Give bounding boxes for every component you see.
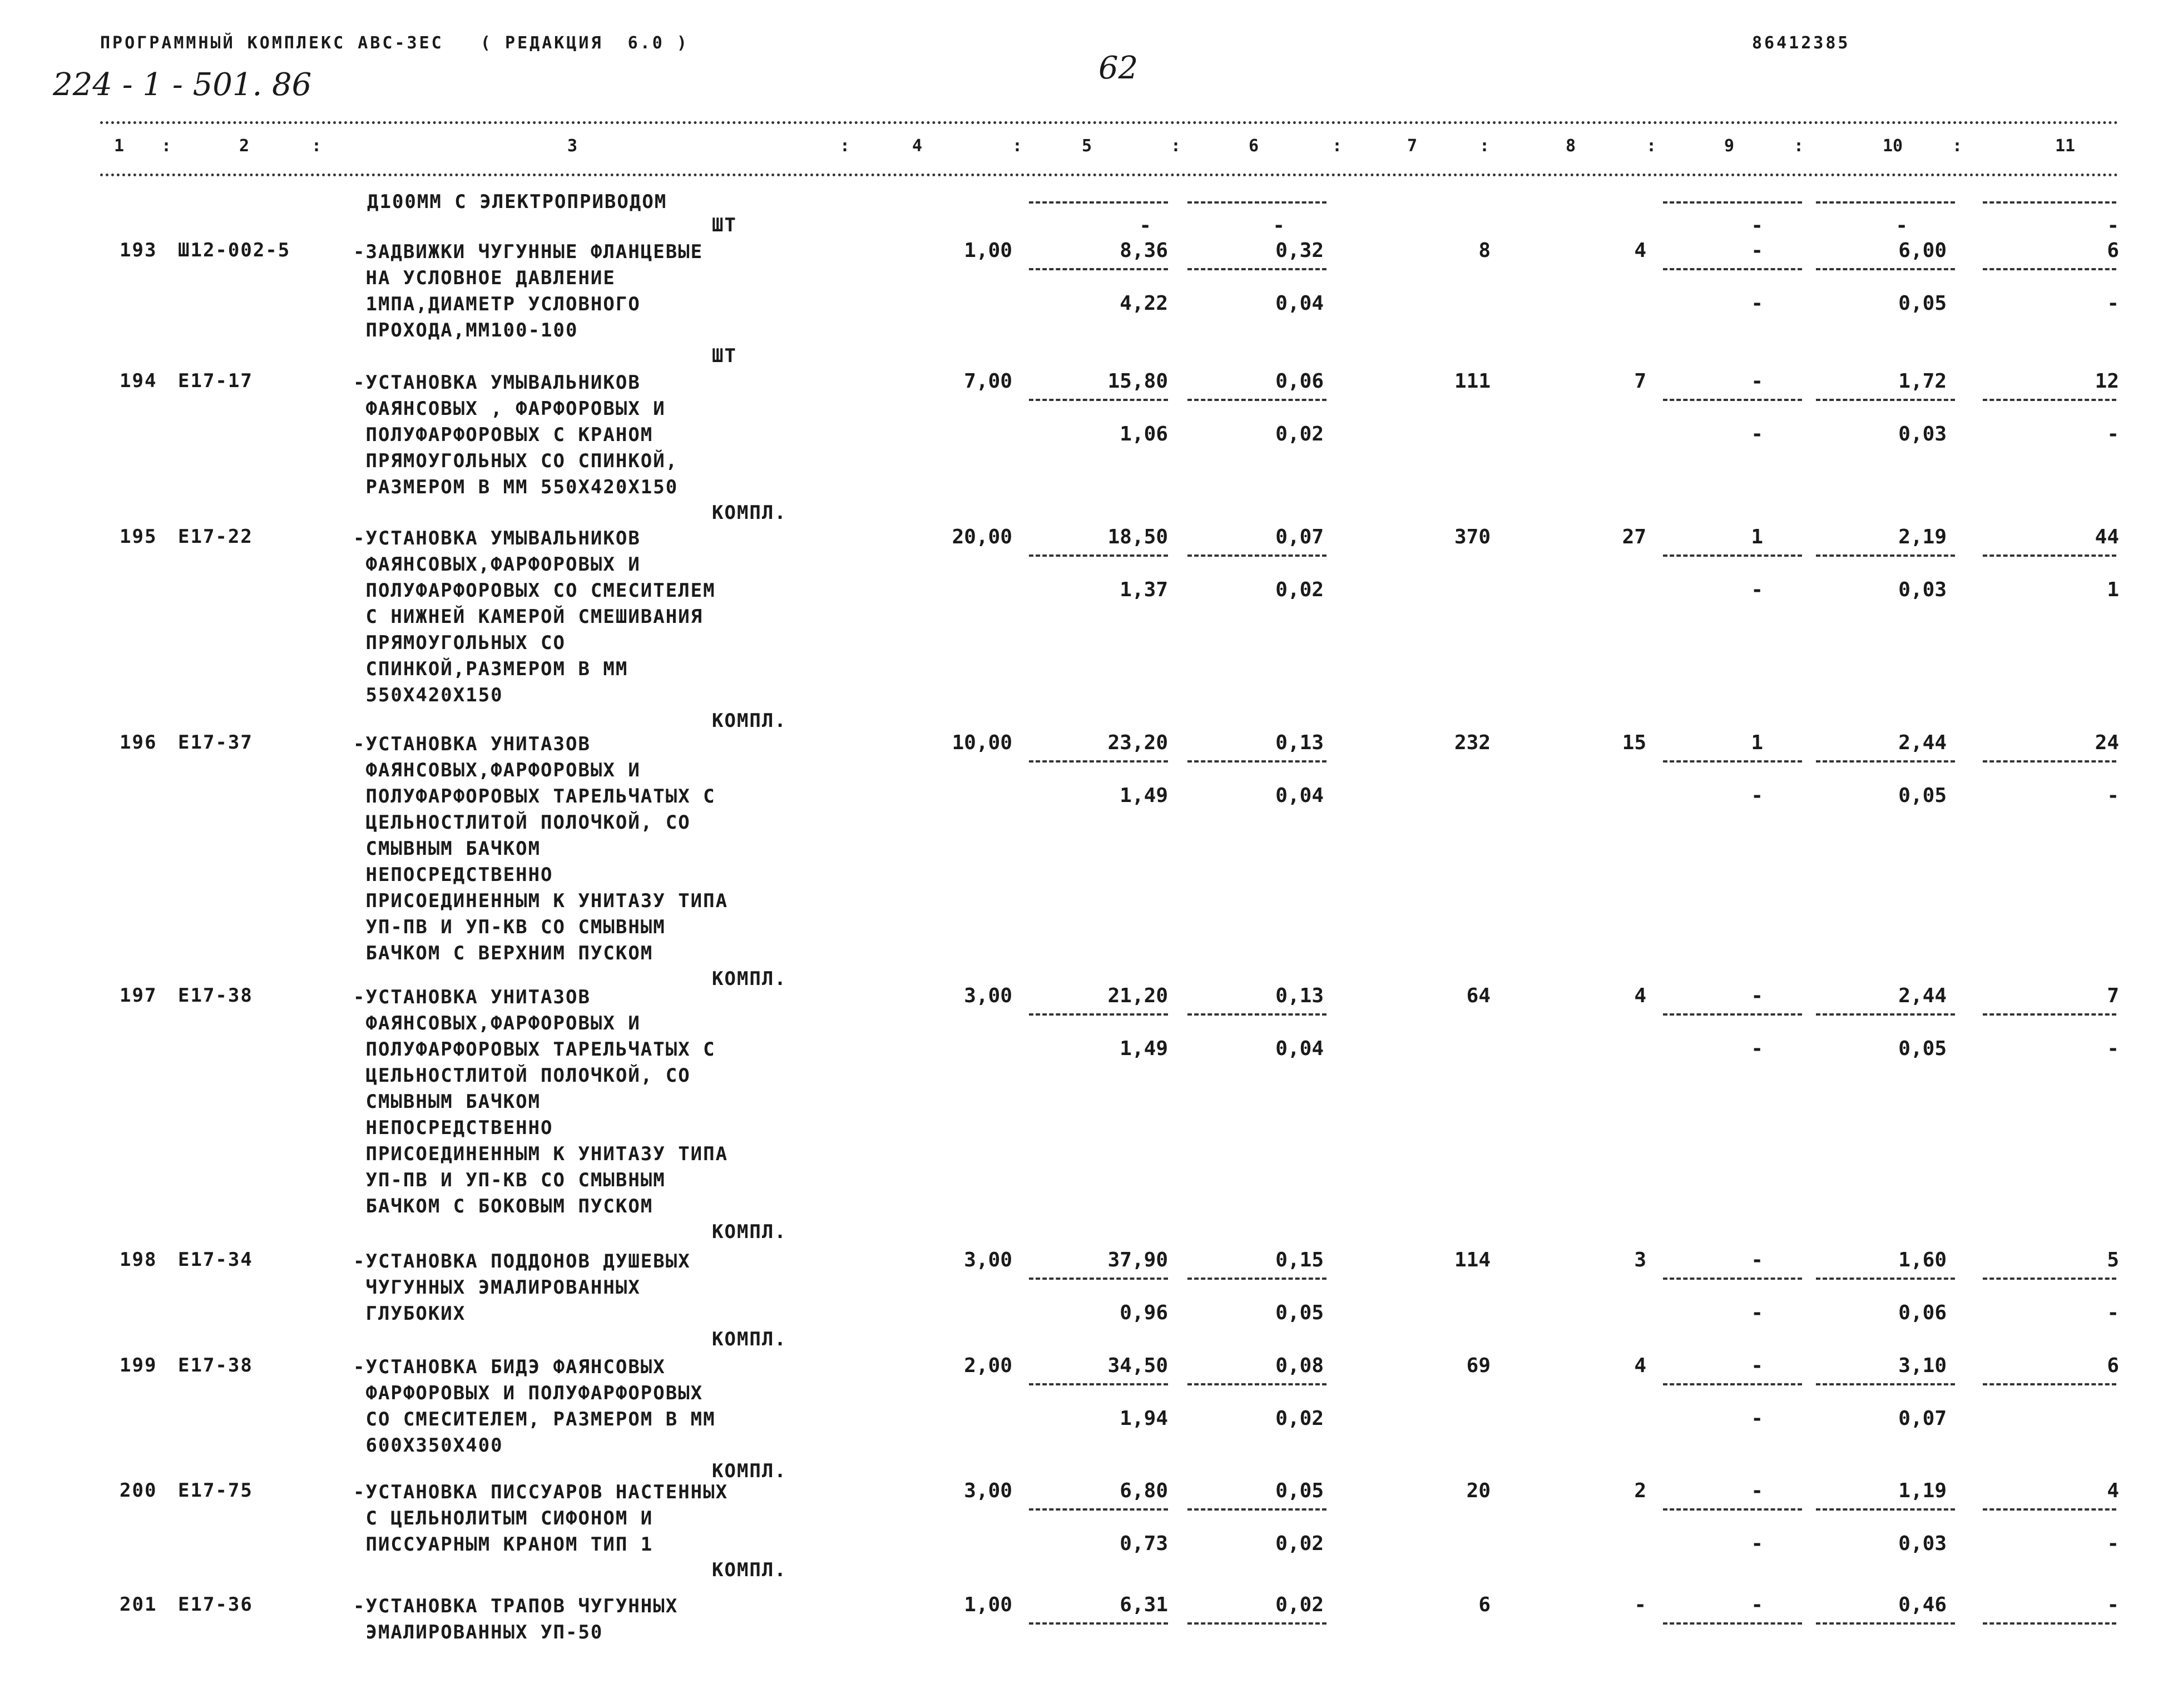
cell-col-6-secondary: 0,02: [1275, 1407, 1324, 1430]
cell-col-8: 7: [1634, 370, 1646, 393]
cell-col-7: 6: [1478, 1593, 1491, 1616]
column-number-1: 1: [114, 136, 125, 156]
column-separator: :: [1794, 136, 1804, 156]
cell-col-5: 18,50: [1107, 526, 1168, 548]
cell-separator-11: [1983, 1013, 2116, 1016]
cell-separator-5: [1029, 1278, 1168, 1280]
rate-code: Е17-38: [178, 984, 253, 1007]
continuation-cell-11: -: [2107, 214, 2119, 237]
work-description: -УСТАНОВКА УНИТАЗОВ ФАЯНСОВЫХ,ФАРФОРОВЫХ И ПОЛУФАРФОРОВЫХ ТАРЕЛЬЧАТЫХ С ЦЕЛЬНОСТЛИТОЙ ПОЛОЧКОЙ, СО СМЫВНЫМ БАЧКОМ НЕПОСРЕДСТВЕННО ПРИСОЕДИНЕННЫМ К УНИТАЗУ ТИПА УП-ПВ И УП-КВ СО СМЫВНЫМ БАЧКОМ С БОКОВЫМ ПУСКОМ: [353, 986, 729, 1217]
column-number-3: 3: [567, 136, 578, 156]
cell-col-7: 114: [1454, 1249, 1491, 1271]
column-number-8: 8: [1566, 136, 1576, 156]
cell-separator-10: [1816, 1622, 1955, 1625]
cell-col-9: -: [1751, 1354, 1763, 1377]
cell-separator-9: [1663, 1622, 1802, 1625]
cell-col-11: 5: [2107, 1249, 2119, 1271]
cell-separator-6: [1187, 268, 1326, 270]
cell-col-5-secondary: 1,49: [1120, 1037, 1168, 1060]
cell-col-11-secondary: -: [2107, 1037, 2119, 1060]
column-number-7: 7: [1407, 136, 1418, 156]
continuation-cell-6: -: [1273, 214, 1285, 237]
cell-col-5-secondary: 4,22: [1120, 292, 1168, 315]
row-number: 199: [120, 1354, 157, 1377]
continuation-description: Д100ММ С ЭЛЕКТРОПРИВОДОМ: [367, 191, 667, 213]
cell-col-5: 23,20: [1107, 731, 1168, 754]
cell-col-10-secondary: 0,03: [1898, 1532, 1947, 1555]
cell-separator-10: [1816, 1278, 1955, 1280]
rate-code: Ш12-002-5: [178, 239, 291, 261]
continuation-dash-6: [1187, 201, 1326, 204]
column-number-5: 5: [1082, 136, 1092, 156]
cell-separator-5: [1029, 268, 1168, 270]
cell-separator-9: [1663, 760, 1802, 763]
cell-separator-10: [1816, 760, 1955, 763]
continuation-dash-10: [1816, 201, 1955, 204]
work-description: -УСТАНОВКА УМЫВАЛЬНИКОВ ФАЯНСОВЫХ,ФАРФОРОВЫХ И ПОЛУФАРФОРОВЫХ СО СМЕСИТЕЛЕМ С НИЖНЕЙ КАМЕРОЙ СМЕШИВАНИЯ ПРЯМОУГОЛЬНЫХ СО СПИНКОЙ,РАЗМЕРОМ В ММ 550Х420Х150: [353, 527, 716, 706]
cell-col-7: 232: [1454, 731, 1491, 754]
cell-separator-9: [1663, 1508, 1802, 1511]
cell-col-6-secondary: 0,02: [1275, 578, 1324, 601]
cell-col-5: 8,36: [1120, 239, 1168, 262]
cell-col-9: -: [1751, 1479, 1763, 1502]
cell-col-9: 1: [1751, 526, 1763, 548]
unit-of-measure: КОМПЛ.: [712, 1221, 787, 1243]
continuation-dash-5: [1029, 201, 1168, 204]
cell-col-5: 37,90: [1107, 1249, 1168, 1271]
cell-separator-10: [1816, 555, 1955, 557]
cell-col-10-secondary: 0,05: [1898, 1037, 1947, 1060]
cell-separator-11: [1983, 1383, 2116, 1385]
cell-col-5: 34,50: [1107, 1354, 1168, 1377]
cell-col-7: 370: [1454, 526, 1491, 548]
cell-col-9-secondary: -: [1751, 1407, 1763, 1430]
cell-col-4: 2,00: [964, 1354, 1012, 1377]
cell-col-11: 12: [2095, 370, 2119, 393]
column-separator: :: [1012, 136, 1023, 156]
column-separator: :: [1171, 136, 1181, 156]
row-number: 197: [120, 984, 157, 1007]
continuation-unit: ШТ: [712, 214, 737, 236]
column-number-10: 10: [1883, 136, 1903, 156]
table-header-rule: [100, 174, 2119, 176]
cell-col-5-secondary: 1,49: [1120, 784, 1168, 807]
cell-col-4: 1,00: [964, 239, 1012, 262]
cell-col-11: -: [2107, 1593, 2119, 1616]
cell-col-9: -: [1751, 239, 1763, 262]
cell-separator-6: [1187, 760, 1326, 763]
cell-col-11-secondary: 1: [2107, 578, 2119, 601]
unit-of-measure: КОМПЛ.: [712, 1460, 787, 1482]
cell-col-6-secondary: 0,02: [1275, 423, 1324, 445]
cell-col-9-secondary: -: [1751, 1532, 1763, 1555]
cell-separator-11: [1983, 268, 2116, 270]
cell-col-6: 0,08: [1275, 1354, 1324, 1377]
cell-col-11: 6: [2107, 239, 2119, 262]
cell-col-11-secondary: -: [2107, 423, 2119, 445]
cell-col-7: 69: [1466, 1354, 1491, 1377]
cell-col-10-secondary: 0,05: [1898, 292, 1947, 315]
unit-of-measure: КОМПЛ.: [712, 502, 787, 524]
work-description: -УСТАНОВКА ПИССУАРОВ НАСТЕННЫХ С ЦЕЛЬНОЛИТЫМ СИФОНОМ И ПИССУАРНЫМ КРАНОМ ТИП 1: [353, 1481, 729, 1556]
cell-col-10-secondary: 0,06: [1898, 1301, 1947, 1324]
cell-separator-10: [1816, 1508, 1955, 1511]
cell-separator-6: [1187, 1622, 1326, 1625]
cell-col-11: 4: [2107, 1479, 2119, 1502]
cell-separator-11: [1983, 1622, 2116, 1625]
cell-col-5-secondary: 0,73: [1120, 1532, 1168, 1555]
continuation-cell-9: -: [1751, 214, 1763, 237]
cell-col-7: 111: [1454, 370, 1491, 393]
cell-col-11-secondary: -: [2107, 1301, 2119, 1324]
cell-col-11-secondary: -: [2107, 1532, 2119, 1555]
work-description: -УСТАНОВКА ПОДДОНОВ ДУШЕВЫХ ЧУГУННЫХ ЭМАЛИРОВАННЫХ ГЛУБОКИХ: [353, 1250, 691, 1325]
cell-col-7: 64: [1466, 984, 1491, 1007]
cell-separator-6: [1187, 1013, 1326, 1016]
cell-col-8: -: [1634, 1593, 1646, 1616]
continuation-cell-5: -: [1139, 214, 1151, 237]
cell-col-5: 15,80: [1107, 370, 1168, 393]
row-number: 201: [120, 1593, 157, 1616]
cell-separator-6: [1187, 399, 1326, 401]
cell-separator-9: [1663, 555, 1802, 557]
cell-col-6-secondary: 0,04: [1275, 1037, 1324, 1060]
cell-col-9-secondary: -: [1751, 784, 1763, 807]
column-number-11: 11: [2055, 136, 2076, 156]
column-separator: :: [1479, 136, 1490, 156]
cell-col-10-secondary: 0,03: [1898, 423, 1947, 445]
cell-col-8: 2: [1634, 1479, 1646, 1502]
column-number-4: 4: [912, 136, 923, 156]
unit-of-measure: КОМПЛ.: [712, 710, 787, 732]
cell-col-9: -: [1751, 370, 1763, 393]
cell-separator-9: [1663, 268, 1802, 270]
cell-col-4: 1,00: [964, 1593, 1012, 1616]
cell-col-8: 4: [1634, 239, 1646, 262]
cell-col-6: 0,13: [1275, 984, 1324, 1007]
handwritten-code: 224 - 1 - 501. 86: [53, 67, 312, 103]
cell-col-7: 20: [1466, 1479, 1491, 1502]
cell-col-4: 10,00: [952, 731, 1012, 754]
unit-of-measure: КОМПЛ.: [712, 1328, 787, 1350]
cell-separator-11: [1983, 555, 2116, 557]
cell-col-5-secondary: 1,06: [1120, 423, 1168, 445]
work-description: -УСТАНОВКА УНИТАЗОВ ФАЯНСОВЫХ,ФАРФОРОВЫХ И ПОЛУФАРФОРОВЫХ ТАРЕЛЬЧАТЫХ С ЦЕЛЬНОСТЛИТОЙ ПОЛОЧКОЙ, СО СМЫВНЫМ БАЧКОМ НЕПОСРЕДСТВЕННО ПРИСОЕДИНЕННЫМ К УНИТАЗУ ТИПА УП-ПВ И УП-КВ СО СМЫВНЫМ БАЧКОМ С ВЕРХНИМ ПУСКОМ: [353, 733, 729, 964]
page-number: 62: [1098, 50, 1139, 86]
row-number: 193: [120, 239, 157, 261]
cell-col-5: 21,20: [1107, 984, 1168, 1007]
continuation-dash-9: [1663, 201, 1802, 204]
cell-col-8: 4: [1634, 1354, 1646, 1377]
cell-col-6: 0,06: [1275, 370, 1324, 393]
cell-col-8: 3: [1634, 1249, 1646, 1271]
cell-separator-5: [1029, 399, 1168, 401]
cell-separator-5: [1029, 1622, 1168, 1625]
rate-code: Е17-36: [178, 1593, 253, 1616]
cell-separator-6: [1187, 555, 1326, 557]
row-number: 195: [120, 526, 157, 548]
unit-of-measure: КОМПЛ.: [712, 1559, 787, 1581]
cell-col-6-secondary: 0,04: [1275, 784, 1324, 807]
cell-col-4: 3,00: [964, 1479, 1012, 1502]
cell-col-11: 24: [2095, 731, 2119, 754]
work-description: -УСТАНОВКА УМЫВАЛЬНИКОВ ФАЯНСОВЫХ , ФАРФОРОВЫХ И ПОЛУФАРФОРОВЫХ С КРАНОМ ПРЯМОУГОЛЬНЫХ СО СПИНКОЙ, РАЗМЕРОМ В ММ 550Х420Х150: [353, 372, 679, 498]
cell-col-9-secondary: -: [1751, 578, 1763, 601]
cell-col-6-secondary: 0,02: [1275, 1532, 1324, 1555]
cell-col-9-secondary: -: [1751, 1037, 1763, 1060]
cell-separator-11: [1983, 760, 2116, 763]
column-separator: :: [1646, 136, 1657, 156]
cell-col-6: 0,02: [1275, 1593, 1324, 1616]
cell-col-10: 1,60: [1898, 1249, 1947, 1271]
continuation-dash-11: [1983, 201, 2116, 204]
cell-separator-6: [1187, 1278, 1326, 1280]
cell-col-4: 7,00: [964, 370, 1012, 393]
cell-separator-11: [1983, 1508, 2116, 1511]
cell-col-5: 6,80: [1120, 1479, 1168, 1502]
cell-col-9: -: [1751, 1249, 1763, 1271]
cell-col-10: 2,19: [1898, 526, 1947, 548]
rate-code: Е17-34: [178, 1249, 253, 1271]
cell-col-4: 20,00: [952, 526, 1012, 548]
cell-col-10: 1,72: [1898, 370, 1947, 393]
cell-col-10: 3,10: [1898, 1354, 1947, 1377]
cell-separator-10: [1816, 268, 1955, 270]
cell-col-6-secondary: 0,04: [1275, 292, 1324, 315]
cell-col-10: 2,44: [1898, 731, 1947, 754]
column-separator: :: [1952, 136, 1963, 156]
cell-col-6: 0,13: [1275, 731, 1324, 754]
column-number-9: 9: [1724, 136, 1735, 156]
row-number: 196: [120, 731, 157, 754]
column-separator: :: [311, 136, 322, 156]
column-separator: :: [161, 136, 172, 156]
unit-of-measure: КОМПЛ.: [712, 968, 787, 990]
cell-col-10-secondary: 0,05: [1898, 784, 1947, 807]
cell-separator-9: [1663, 1278, 1802, 1280]
cell-col-9-secondary: -: [1751, 423, 1763, 445]
cell-col-6: 0,32: [1275, 239, 1324, 262]
cell-col-9: 1: [1751, 731, 1763, 754]
cell-separator-5: [1029, 760, 1168, 763]
cell-col-9: -: [1751, 984, 1763, 1007]
continuation-cell-10: -: [1895, 214, 1908, 237]
cell-separator-10: [1816, 1013, 1955, 1016]
cell-separator-5: [1029, 1013, 1168, 1016]
row-number: 198: [120, 1249, 157, 1271]
cell-col-4: 3,00: [964, 1249, 1012, 1271]
cell-separator-5: [1029, 1508, 1168, 1511]
cell-separator-6: [1187, 1508, 1326, 1511]
work-description: -УСТАНОВКА ТРАПОВ ЧУГУННЫХ ЭМАЛИРОВАННЫХ УП-50: [353, 1595, 679, 1643]
work-description: -ЗАДВИЖКИ ЧУГУННЫЕ ФЛАНЦЕВЫЕ НА УСЛОВНОЕ ДАВЛЕНИЕ 1МПА,ДИАМЕТР УСЛОВНОГО ПРОХОДА,ММ100-100: [353, 241, 704, 341]
cell-separator-5: [1029, 1383, 1168, 1385]
cell-col-10-secondary: 0,03: [1898, 578, 1947, 601]
cell-col-11: 6: [2107, 1354, 2119, 1377]
cell-separator-11: [1983, 1278, 2116, 1280]
cell-separator-9: [1663, 1383, 1802, 1385]
cell-col-10-secondary: 0,07: [1898, 1407, 1947, 1430]
work-description: -УСТАНОВКА БИДЭ ФАЯНСОВЫХ ФАРФОРОВЫХ И ПОЛУФАРФОРОВЫХ СО СМЕСИТЕЛЕМ, РАЗМЕРОМ В ММ 600Х350Х400: [353, 1356, 716, 1457]
table-top-rule: [100, 121, 2119, 124]
cell-col-8: 4: [1634, 984, 1646, 1007]
cell-col-6: 0,07: [1275, 526, 1324, 548]
cell-col-8: 27: [1622, 526, 1646, 548]
cell-col-10: 0,46: [1898, 1593, 1947, 1616]
unit-of-measure: ШТ: [712, 345, 737, 367]
document-code: 86412385: [1752, 33, 1850, 53]
cell-col-5: 6,31: [1120, 1593, 1168, 1616]
cell-separator-5: [1029, 555, 1168, 557]
cell-col-6-secondary: 0,05: [1275, 1301, 1324, 1324]
cell-col-5-secondary: 1,94: [1120, 1407, 1168, 1430]
column-separator: :: [1332, 136, 1343, 156]
column-separator: :: [840, 136, 850, 156]
cell-col-7: 8: [1478, 239, 1491, 262]
cell-col-5-secondary: 0,96: [1120, 1301, 1168, 1324]
cell-separator-10: [1816, 399, 1955, 401]
cell-col-6: 0,05: [1275, 1479, 1324, 1502]
cell-col-11-secondary: -: [2107, 292, 2119, 315]
rate-code: Е17-75: [178, 1479, 253, 1502]
rate-code: Е17-17: [178, 370, 253, 392]
cell-col-11-secondary: -: [2107, 784, 2119, 807]
cell-separator-6: [1187, 1383, 1326, 1385]
cell-col-10: 6,00: [1898, 239, 1947, 262]
cell-col-8: 15: [1622, 731, 1646, 754]
row-number: 200: [120, 1479, 157, 1502]
rate-code: Е17-38: [178, 1354, 253, 1377]
cell-col-5-secondary: 1,37: [1120, 578, 1168, 601]
cell-col-6: 0,15: [1275, 1249, 1324, 1271]
cell-col-9-secondary: -: [1751, 1301, 1763, 1324]
program-title: ПРОГРАММНЫЙ КОМПЛЕКС АВС-ЗЕС ( РЕДАКЦИЯ 6.0 ): [100, 33, 689, 53]
cell-col-10: 1,19: [1898, 1479, 1947, 1502]
cell-separator-9: [1663, 1013, 1802, 1016]
cell-separator-10: [1816, 1383, 1955, 1385]
rate-code: Е17-37: [178, 731, 253, 754]
cell-col-4: 3,00: [964, 984, 1012, 1007]
cell-separator-9: [1663, 399, 1802, 401]
cell-col-11: 7: [2107, 984, 2119, 1007]
column-number-2: 2: [239, 136, 250, 156]
row-number: 194: [120, 370, 157, 392]
cell-col-9: -: [1751, 1593, 1763, 1616]
rate-code: Е17-22: [178, 526, 253, 548]
cell-col-9-secondary: -: [1751, 292, 1763, 315]
column-number-6: 6: [1249, 136, 1259, 156]
cell-separator-11: [1983, 399, 2116, 401]
cell-col-10: 2,44: [1898, 984, 1947, 1007]
cell-col-11: 44: [2095, 526, 2119, 548]
